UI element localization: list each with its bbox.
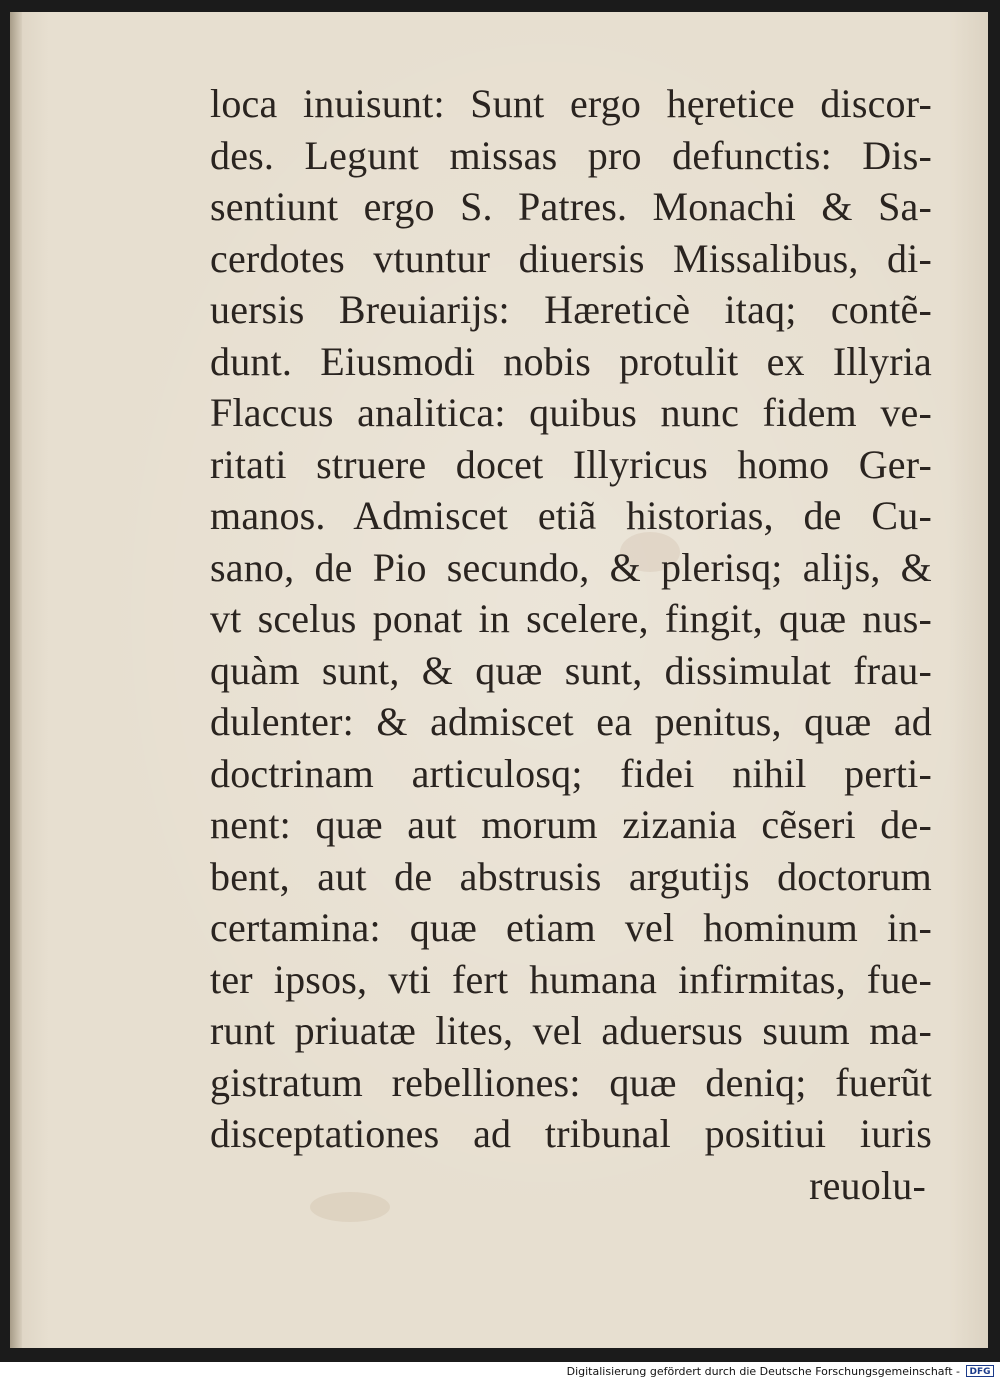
text-line: Flaccus analitica: quibus nunc fidem ve- [210, 390, 932, 435]
text-line: uersis Breuiarijs: Hæreticè itaq; contẽ- [210, 287, 932, 332]
text-line: manos. Admiscet etiã historias, de Cu- [210, 493, 932, 538]
text-line: gistratum rebelliones: quæ deniq; fuerũt [210, 1059, 932, 1105]
text-line: dulenter: & admiscet ea penitus, quæ ad [210, 699, 932, 744]
text-line: dunt. Eiusmodi nobis protulit ex Illyria [210, 338, 932, 384]
text-line: doctrinam articulosq; fidei nihil perti- [210, 750, 932, 796]
text-line: runt priuatæ lites, vel aduersus suum ma- [210, 1008, 932, 1053]
digitization-credit: Digitalisierung gefördert durch die Deutsche Forschungsgemeinschaft - [566, 1365, 960, 1378]
text-line: ritati struere docet Illyricus homo Ger- [210, 441, 932, 487]
text-line: des. Legunt missas pro defunctis: Dis- [210, 132, 932, 178]
page-gutter [10, 12, 22, 1348]
text-line: loca inuisunt: Sunt ergo hęretice discor- [210, 81, 932, 126]
text-line: ter ipsos, vti fert humana infirmitas, fue- [210, 956, 932, 1002]
text-line: nent: quæ aut morum zizania cẽseri de- [210, 802, 932, 847]
footer-bar [0, 1362, 1000, 1382]
text-line: disceptationes ad tribunal positiui iuris [210, 1111, 932, 1156]
text-line: certamina: quæ etiam vel hominum in- [210, 905, 932, 950]
text-line: cerdotes vtuntur diuersis Missalibus, di- [210, 235, 932, 281]
dfg-logo-icon: DFG [966, 1365, 994, 1377]
text-line: sano, de Pio secundo, & plerisq; alijs, & [210, 544, 932, 590]
text-line: bent, aut de abstrusis argutijs doctorum [210, 853, 932, 899]
text-line: quàm sunt, & quæ sunt, dissimulat frau- [210, 647, 932, 693]
text-line: vt scelus ponat in scelere, fingit, quæ nus- [210, 596, 932, 641]
page-text [210, 78, 932, 1211]
text-line: sentiunt ergo S. Patres. Monachi & Sa- [210, 184, 932, 229]
catchword: reuolu- [809, 1162, 926, 1208]
